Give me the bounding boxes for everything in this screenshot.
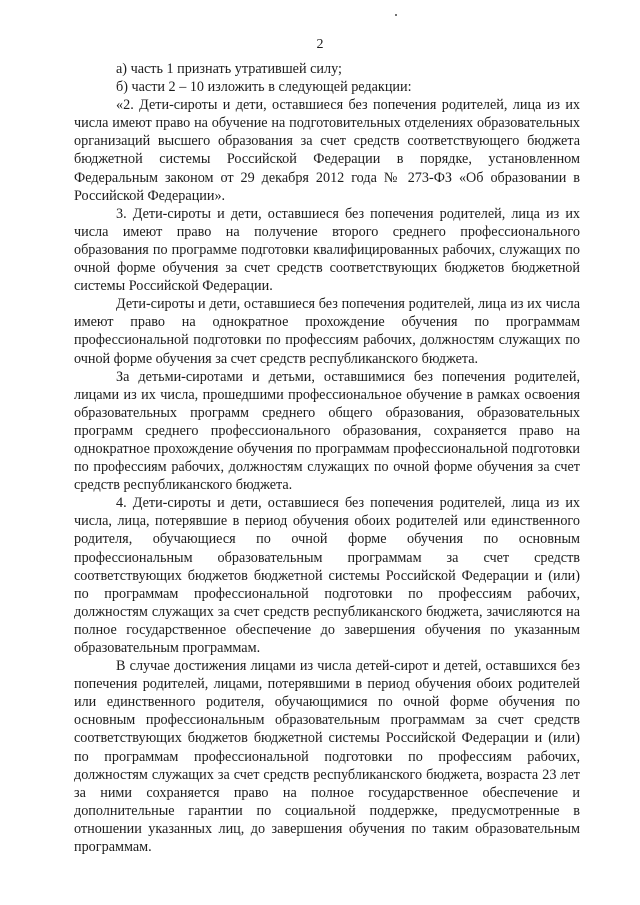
scan-speck — [395, 14, 397, 16]
paragraph-item-a: а) часть 1 признать утратившей силу; — [116, 61, 342, 77]
paragraph-part-4: 4. Дети-сироты и дети, оставшиеся без попечения родителей, лица из их числа, лица, потерявшие в период обучения обоих родителей или единственного родителя, обучающиеся по очной форме обучения по основным профессиональным образовательным программам за счет средств соответствующих бюджетов бюджетной системы Российской Федерации и (или) по программам профессиональной подготовки по профессиям рабочих, должностям служащих за счет средств республиканского бюджета, зачисляются на полное государственное обеспечение до завершения обучения по указанным образовательным программам. — [74, 495, 580, 656]
paragraph-item-b: б) части 2 – 10 изложить в следующей редакции: — [116, 79, 412, 96]
paragraph-part-2: «2. Дети-сироты и дети, оставшиеся без попечения родителей, лица из их числа имеют право на обучение на подготовительных отделениях образовательных организаций высшего образования за счет средств соответствующего бюджета бюджетной системы Российской Федерации в порядке, установленном Федеральным законом от 29 декабря 2012 года № 273-ФЗ «Об образовании в Российской Федерации». — [74, 97, 580, 204]
page-number: 2 — [316, 37, 324, 52]
paragraph-part-3-retained-right: За детьми-сиротами и детьми, оставшимися без попечения родителей, лицами из их числа, прошедшими профессиональное обучение в рамках освоения образовательных программ среднего общего образования, образовательных программ среднего профессионального образования, сохраняется право на однократное прохождение обучения по программам профессиональной подготовки по профессиям рабочих, должностям служащих по очной форме обучения за счет средств республиканского бюджета. — [74, 368, 580, 494]
paragraph-part-4-age-23: В случае достижения лицами из числа детей-сирот и детей, оставшихся без попечения родителей, лицами, потерявшими в период обучения обоих родителей или единственного родителя, обучающимися по очной форме обучения по основным профессиональным образовательным программам за счет средств соответствующих бюджетов бюджетной системы Российской Федерации и (или) по программам профессиональной подготовки по профессиям рабочих, должностям служащих за счет средств республиканского бюджета, возраста 23 лет за ними сохраняется право на полное государственное обеспечение и дополнительные гарантии по социальной поддержке, предусмотренные в отношении указанных лиц, до завершения обучения по таким образовательным программам. — [74, 658, 580, 856]
paragraph-part-3-training: Дети-сироты и дети, оставшиеся без попечения родителей, лица из их числа имеют право на однократное прохождение обучения по программам профессиональной подготовки по профессиям рабочих, должностям служащих по очной форме обучения за счет средств республиканского бюджета. — [74, 296, 580, 367]
paragraph-part-3: 3. Дети-сироты и дети, оставшиеся без попечения родителей, лица из их числа имеют право на получение второго среднего профессионального образования по программе подготовки квалифицированных рабочих, служащих по очной форме обучения за счет средств соответствующих бюджетов бюджетной системы Российской Федерации. — [74, 205, 580, 295]
document-body — [74, 60, 580, 856]
